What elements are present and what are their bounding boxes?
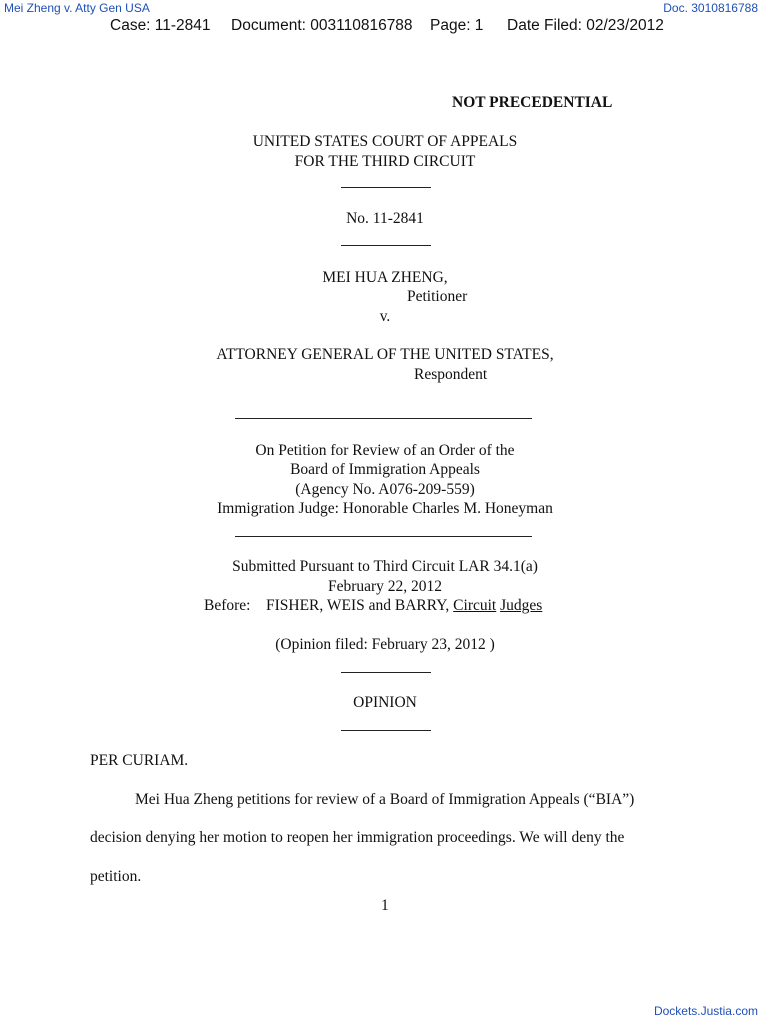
case-title-link[interactable]: Mei Zheng v. Atty Gen USA	[4, 1, 150, 15]
respondent-role: Respondent	[414, 366, 488, 383]
divider	[341, 672, 431, 673]
before-line	[204, 597, 542, 615]
divider	[341, 187, 431, 188]
page-number: 1	[381, 897, 389, 914]
opinion-heading: OPINION	[353, 694, 417, 711]
doc-number-link[interactable]: Doc. 3010816788	[663, 1, 758, 15]
opinion-filed: (Opinion filed: February 23, 2012 )	[275, 636, 495, 653]
header-page: Page: 1	[430, 17, 484, 34]
petitioner-role: Petitioner	[407, 288, 468, 305]
court-name-line1: UNITED STATES COURT OF APPEALS	[252, 133, 518, 150]
respondent-name: ATTORNEY GENERAL OF THE UNITED STATES,	[216, 346, 554, 363]
before-label: Before:	[204, 597, 251, 614]
submitted-line: Submitted Pursuant to Third Circuit LAR 34.1(a)	[232, 558, 538, 575]
paragraph-line-3: petition.	[90, 868, 142, 885]
header-date-filed: Date Filed: 02/23/2012	[507, 17, 664, 34]
not-precedential-label: NOT PRECEDENTIAL	[452, 94, 613, 111]
before-judges: FISHER, WEIS and BARRY,	[265, 597, 450, 614]
court-name-line2: FOR THE THIRD CIRCUIT	[294, 153, 476, 170]
submitted-date: February 22, 2012	[327, 578, 443, 595]
header-case: Case: 11-2841	[110, 17, 211, 34]
petition-line-2: Board of Immigration Appeals	[290, 461, 480, 478]
petitioner-name: MEI HUA ZHENG,	[322, 269, 448, 286]
per-curiam: PER CURIAM.	[90, 752, 189, 769]
case-number: No. 11-2841	[346, 210, 424, 227]
divider	[235, 536, 532, 537]
divider	[341, 245, 431, 246]
before-circuit: Circuit	[453, 597, 497, 614]
paragraph-line-2: decision denying her motion to reopen her immigration proceedings. We will deny the	[90, 829, 625, 846]
paragraph-line-1: Mei Hua Zheng petitions for review of a Board of Immigration Appeals (“BIA”)	[135, 791, 635, 808]
justia-dockets-link[interactable]: Dockets.Justia.com	[653, 1004, 758, 1018]
versus: v.	[379, 308, 391, 325]
agency-number: (Agency No. A076-209-559)	[295, 481, 475, 498]
petition-line-1: On Petition for Review of an Order of the	[255, 442, 515, 459]
divider	[235, 418, 532, 419]
before-judges-word: Judges	[500, 597, 543, 614]
header-document: Document: 003110816788	[231, 17, 413, 34]
immigration-judge: Immigration Judge: Honorable Charles M. Honeyman	[217, 500, 553, 517]
divider	[341, 730, 431, 731]
